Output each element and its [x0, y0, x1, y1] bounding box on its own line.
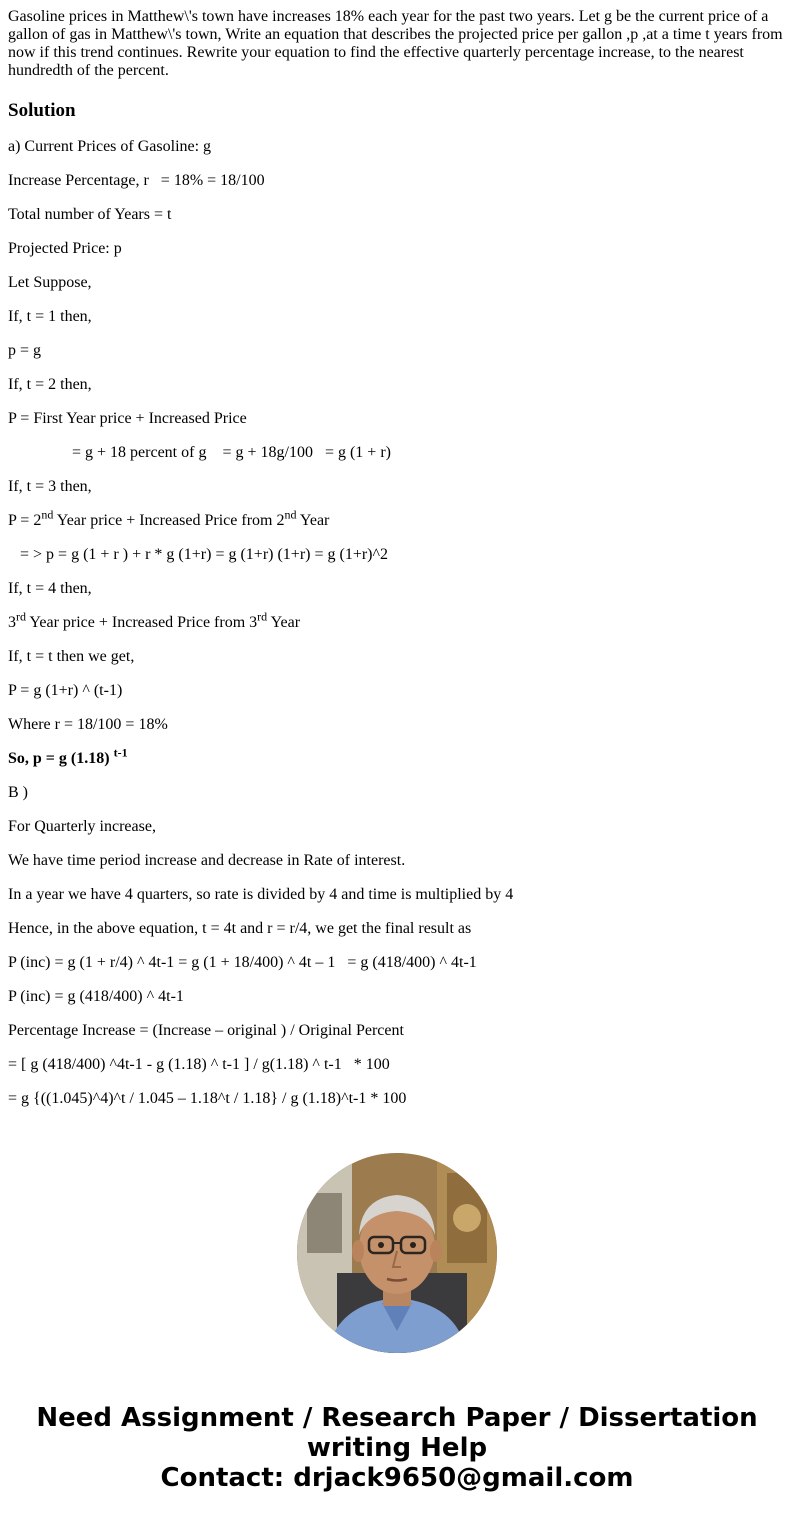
- text-run: Year: [267, 614, 301, 631]
- solution-line: If, t = 2 then,: [8, 376, 92, 393]
- solution-line: If, t = 4 then,: [8, 580, 92, 597]
- solution-line: We have time period increase and decrease in Rate of interest.: [8, 852, 406, 869]
- text-run: So, p = g (1.18): [8, 750, 114, 767]
- solution-line: p = g: [8, 342, 42, 359]
- solution-line: In a year we have 4 quarters, so rate is divided by 4 and time is multiplied by 4: [8, 886, 514, 903]
- solution-line: = > p = g (1 + r ) + r * g (1+r) = g (1+r) (1+r) = g (1+r)^2: [8, 546, 389, 563]
- solution-line: If, t = t then we get,: [8, 648, 135, 665]
- solution-line: Percentage Increase = (Increase – original ) / Original Percent: [8, 1022, 404, 1039]
- solution-line: P = g (1+r) ^ (t-1): [8, 682, 123, 699]
- solution-line: = g + 18 percent of g = g + 18g/100 = g (1 + r): [8, 444, 391, 461]
- avatar-illustration: [297, 1153, 497, 1353]
- question-text: Gasoline prices in Matthew\'s town have increases 18% each year for the past two years. Let g be the current price of a gallon of gas in Matthew\'s town, Write an equation that describes the projected price per gallon ,p ,at a time t years from now if this trend continues. Rewrite your equation to find the effective quarterly percentage increase, to the nearest hundredth of the percent.: [8, 8, 783, 79]
- superscript: rd: [16, 609, 26, 624]
- superscript: nd: [284, 507, 297, 522]
- solution-line: = [ g (418/400) ^4t-1 - g (1.18) ^ t-1 ] / g(1.18) ^ t-1 * 100: [8, 1056, 390, 1073]
- superscript: t-1: [113, 745, 128, 760]
- solution-line-superscript: [8, 507, 786, 530]
- final-equation: [8, 745, 786, 768]
- solution-line: For Quarterly increase,: [8, 818, 156, 835]
- solution-line: If, t = 3 then,: [8, 478, 92, 495]
- text-run: Year: [296, 512, 330, 529]
- solution-line-superscript: [8, 609, 786, 632]
- solution-line: Where r = 18/100 = 18%: [8, 716, 168, 733]
- solution-line: Projected Price: p: [8, 240, 122, 257]
- solution-line: P = First Year price + Increased Price: [8, 410, 247, 427]
- solution-line: Increase Percentage, r = 18% = 18/100: [8, 172, 265, 189]
- promo-banner: [0, 1403, 794, 1493]
- solution-heading: Solution: [8, 100, 76, 121]
- solution-line: Let Suppose,: [8, 274, 92, 291]
- text-run: Year price + Increased Price from 3: [26, 614, 258, 631]
- document-body: [8, 8, 786, 1124]
- superscript: nd: [41, 507, 54, 522]
- promo-line: writing Help: [306, 1433, 488, 1463]
- text-run: P = 2: [8, 512, 42, 529]
- promo-line: Need Assignment / Research Paper / Dissertation: [36, 1403, 758, 1433]
- solution-line: = g {((1.045)^4)^t / 1.045 – 1.18^t / 1.18} / g (1.18)^t-1 * 100: [8, 1090, 407, 1107]
- solution-line: If, t = 1 then,: [8, 308, 92, 325]
- solution-line: Total number of Years = t: [8, 206, 172, 223]
- solution-line: P (inc) = g (1 + r/4) ^ 4t-1 = g (1 + 18/400) ^ 4t – 1 = g (418/400) ^ 4t-1: [8, 954, 477, 971]
- solution-line: P (inc) = g (418/400) ^ 4t-1: [8, 988, 184, 1005]
- text-run: 3: [8, 614, 16, 631]
- solution-line: B ): [8, 784, 28, 801]
- solution-line: a) Current Prices of Gasoline: g: [8, 138, 212, 155]
- superscript: rd: [257, 609, 268, 624]
- promo-contact: Contact: drjack9650@gmail.com: [160, 1463, 634, 1493]
- solution-line: Hence, in the above equation, t = 4t and r = r/4, we get the final result as: [8, 920, 472, 937]
- text-run: Year price + Increased Price from 2: [53, 512, 285, 529]
- tutor-avatar-photo: [297, 1153, 497, 1353]
